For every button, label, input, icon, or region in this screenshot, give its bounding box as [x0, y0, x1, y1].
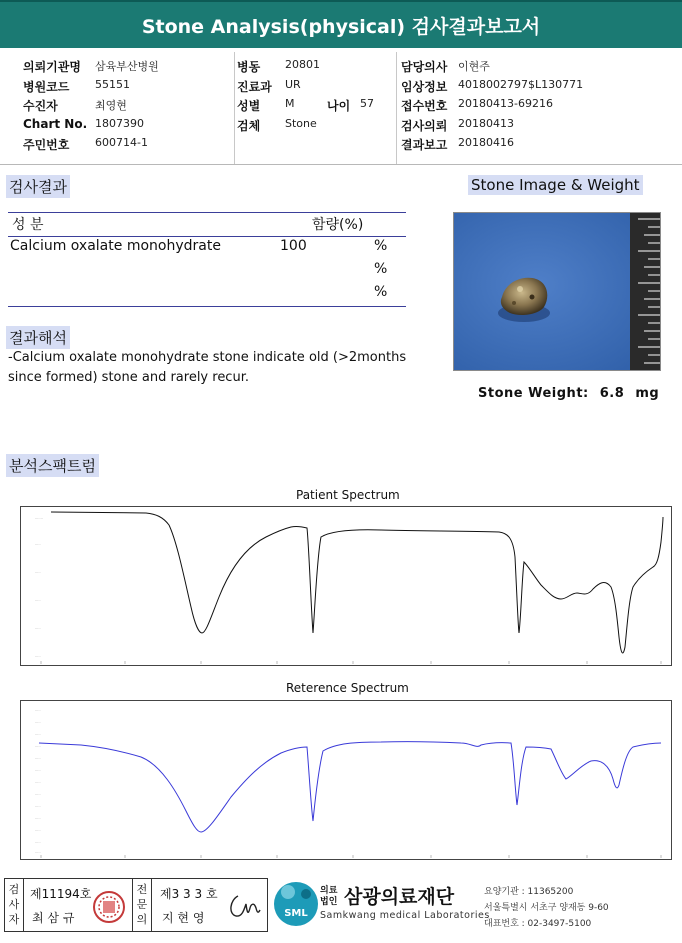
patient-spectrum-line — [51, 512, 663, 653]
svg-text:.....: ..... — [35, 828, 41, 832]
info-value: 20180413-69216 — [458, 97, 553, 110]
component-header: 성 분 — [12, 217, 44, 233]
svg-text:.....: ..... — [35, 654, 41, 658]
svg-text:.....: ..... — [35, 542, 41, 546]
info-value: 최영현 — [95, 99, 127, 112]
svg-text:.....: ..... — [35, 768, 41, 772]
footer — [0, 868, 682, 943]
table-header-rule — [8, 236, 406, 237]
specialist-signature — [224, 888, 264, 924]
svg-text:.....: ..... — [35, 792, 41, 796]
svg-text:.....: ..... — [35, 756, 41, 760]
stone-weight-value: 6.8 — [599, 386, 625, 401]
svg-text:.......: ....... — [35, 516, 43, 520]
info-value: 600714-1 — [95, 136, 148, 149]
info-value: 55151 — [95, 78, 130, 91]
reference-spectrum-plot — [21, 701, 671, 859]
spectrum-heading: 분석스팩트럼 — [6, 454, 99, 477]
svg-text:.....: ..... — [35, 840, 41, 844]
org-type: 의료법인 — [320, 886, 338, 907]
interpretation-text: -Calcium oxalate monohydrate stone indicate old (>2months since formed) stone and rarely recur. — [8, 350, 407, 385]
info-label: 나이 — [327, 99, 351, 113]
patient-spectrum-chart — [20, 506, 672, 666]
info-value: M — [285, 97, 295, 110]
info-value: 이현주 — [458, 60, 490, 73]
org-code: 요양기관 : 11365200 — [484, 887, 574, 897]
org-name: 삼광의료재단 — [344, 886, 455, 908]
stone-heading: Stone Image & Weight — [468, 175, 643, 195]
info-label: 검사의뢰 — [401, 119, 448, 133]
svg-text:.....: ..... — [35, 732, 41, 736]
svg-text:.....: ..... — [35, 804, 41, 808]
org-phone: 대표번호 : 02-3497-5100 — [484, 919, 592, 929]
specialist-name: 지 현 영 — [162, 911, 205, 925]
interpretation-heading: 결과해석 — [6, 326, 70, 349]
svg-text:.....: ..... — [35, 720, 41, 724]
organization-block — [270, 878, 682, 932]
info-value: 1807390 — [95, 117, 144, 130]
table-bottom-rule — [8, 306, 406, 307]
inspector-number: 제11194호 — [30, 887, 92, 901]
info-value: 20180416 — [458, 136, 514, 149]
stone-weight — [478, 386, 659, 401]
sml-logo-text: SML — [284, 908, 308, 919]
info-divider — [396, 52, 397, 164]
inspector-label: 검사자 — [8, 883, 20, 926]
svg-text:.....: ..... — [35, 598, 41, 602]
table-top-rule — [8, 212, 406, 213]
svg-text:.....: ..... — [35, 816, 41, 820]
info-value: UR — [285, 78, 301, 91]
info-value: 20180413 — [458, 117, 514, 130]
svg-text:.....: ..... — [35, 570, 41, 574]
info-label: 병원코드 — [23, 80, 70, 94]
reference-spectrum-chart — [20, 700, 672, 860]
info-label: 임상정보 — [401, 80, 448, 94]
info-bottom-rule — [0, 164, 682, 165]
info-value: 57 — [360, 97, 374, 110]
specialist-label: 전문의 — [136, 883, 148, 926]
info-label: 결과보고 — [401, 138, 448, 152]
patient-spectrum-title: Patient Spectrum — [296, 488, 400, 502]
sml-logo-icon — [272, 880, 320, 928]
patient-spectrum-plot — [21, 507, 671, 665]
info-divider — [234, 52, 235, 164]
info-label: Chart No. — [23, 117, 88, 131]
reference-spectrum-title: Reterence Spectrum — [286, 681, 409, 695]
info-label: 담당의사 — [401, 60, 448, 74]
amount-cell: 100 — [280, 238, 307, 254]
stone-photo-graphic — [454, 213, 661, 371]
org-address: 서울특별시 서초구 양재동 9-60 — [484, 903, 609, 913]
amount-header: 함량(%) — [312, 217, 364, 233]
svg-text:.....: ..... — [35, 708, 41, 712]
specialist-number: 제3 3 3 호 — [160, 887, 218, 901]
info-label: 진료과 — [237, 80, 272, 94]
info-label: 병동 — [237, 60, 261, 74]
info-label: 성별 — [237, 99, 261, 113]
stone-weight-label: Stone Weight: — [478, 386, 589, 401]
results-heading: 검사결과 — [6, 175, 70, 198]
info-label: 주민번호 — [23, 138, 70, 152]
reference-spectrum-line — [39, 742, 661, 832]
info-label: 의뢰기관명 — [23, 60, 81, 74]
report-title-bar — [0, 0, 682, 48]
stone-photo — [453, 212, 661, 371]
info-label: 접수번호 — [401, 99, 448, 113]
component-cell: Calcium oxalate monohydrate — [10, 238, 221, 254]
svg-text:.....: ..... — [35, 626, 41, 630]
unit-cell: % — [374, 238, 388, 254]
unit-cell: % — [374, 261, 388, 277]
info-label: 수진자 — [23, 99, 58, 113]
stone-weight-unit: mg — [635, 386, 660, 401]
svg-text:.....: ..... — [35, 780, 41, 784]
info-label: 검체 — [237, 119, 261, 133]
svg-text:.....: ..... — [35, 850, 41, 854]
info-value: 20801 — [285, 58, 320, 71]
inspector-name: 최 삼 규 — [32, 911, 75, 925]
report-title: Stone Analysis(physical) 검사결과보고서 — [141, 15, 541, 38]
org-name-english: Samkwang medical Laboratories — [320, 910, 490, 921]
unit-cell: % — [374, 284, 388, 300]
info-value: 4018002797$L130771 — [458, 78, 584, 91]
inspector-seal — [92, 890, 126, 924]
info-value: Stone — [285, 117, 317, 130]
info-value: 삼육부산병원 — [95, 60, 159, 73]
svg-text:.....: ..... — [35, 744, 41, 748]
